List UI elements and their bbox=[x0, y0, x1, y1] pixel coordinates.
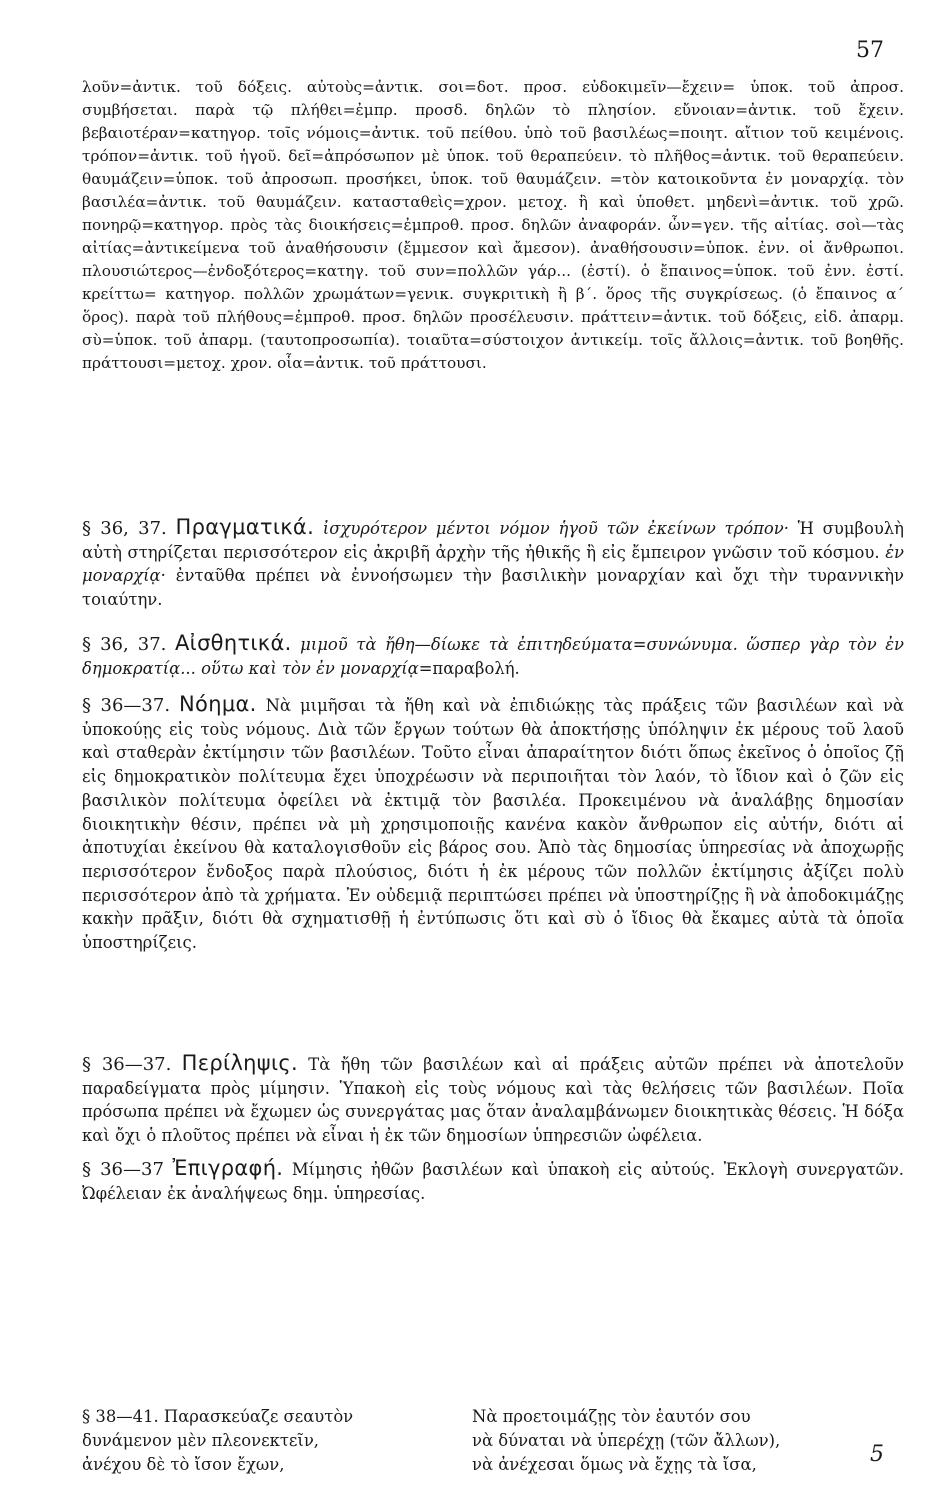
verse-line: νὰ ἀνέχεσαι ὅμως νὰ ἔχῃς τὰ ἴσα, bbox=[472, 1455, 757, 1474]
section-heading: Πραγματικά. bbox=[175, 515, 315, 539]
section-body: Τὰ ἤθη τῶν βασιλέων καὶ αἱ πράξεις αὐτῶν πρέπει νὰ ἀποτελοῦν παραδείγματα πρὸς μίμησιν. Ὑπακοὴ εἰς τοὺς νόμους καὶ τὰς θελήσεις τῶν βασιλέων. Ποῖα πρόσωπα πρέπει νὰ ἔχωμεν ὡς συνεργάτας μας ὅταν ἀναλαμβάνωμεν διοικητικὰς θέσεις. Ἡ δόξα καὶ ὄχι ὁ πλοῦτος πρέπει νὰ εἶναι ἡ ἐκ τῶν δημοσίων ὑπηρεσιῶν ὠφέλεια. bbox=[82, 1055, 904, 1146]
section-ref: § 36, 37. bbox=[82, 634, 167, 655]
section-heading: Αἰσθητικά. bbox=[175, 631, 292, 655]
section-heading: Ἐπιγραφή. bbox=[172, 1156, 284, 1180]
section-ref: § 36—37. bbox=[82, 1054, 172, 1075]
section-epigrafi-text bbox=[82, 1157, 904, 1205]
section-pragmatika-text bbox=[82, 516, 904, 612]
section-perilipsis-text bbox=[82, 1052, 904, 1148]
section-body: Μίμησις ἠθῶν βασιλέων καὶ ὑπακοὴ εἰς αὐτούς. Ἐκλογὴ συνεργατῶν. Ὠφέλειαν ἐκ ἀναλήψεως δημ. ὑπηρεσίας. bbox=[82, 1160, 904, 1203]
page-number: 57 bbox=[856, 38, 884, 63]
verse-line: νὰ δύναται νὰ ὑπερέχῃ (τῶν ἄλλων), bbox=[472, 1431, 781, 1450]
section-aisthitika bbox=[82, 632, 904, 680]
section-lead: ἰσχυρότερον μέντοι νόμον ἡγοῦ τῶν ἐκείνων τρόπον· bbox=[322, 519, 789, 538]
section-epigrafi bbox=[82, 1157, 904, 1205]
verse-line: δυνάμενον μὲν πλεονεκτεῖν, bbox=[82, 1431, 320, 1450]
grammar-notes-text: λοῦν=ἀντικ. τοῦ δόξεις. αὐτοὺς=ἀντικ. σοι=δοτ. προσ. εὐδοκιμεῖν—ἔχειν= ὑποκ. τοῦ ἀπροσ. συμβήσεται. παρὰ τῷ πλήθει=ἐμπρ. προσδ. δηλῶν τὸ πλησίον. εὔνοιαν=ἀντικ. τοῦ ἔχειν. βεβαιοτέραν=κατηγορ. τοῖς νόμοις=ἀντικ. τοῦ πείθου. ὑπὸ τοῦ βασιλέως=ποιητ. αἴτιον τοῦ κειμένοις. τρόπον=ἀντικ. τοῦ ἡγοῦ. δεῖ=ἀπρόσωπον μὲ ὑποκ. τοῦ θεραπεύειν. τὸ πλῆθος=ἀντικ. τοῦ θεραπεύειν. θαυμάζειν=ὑποκ. τοῦ ἀπροσωπ. προσήκει, ὑποκ. τοῦ θαυμάζειν. =τὸν κατοικοῦντα ἐν μοναρχίᾳ. τὸν βασιλέα=ἀντικ. τοῦ θαυμάζειν. κατασταθεὶς=χρον. μετοχ. ἢ καὶ ὑποθετ. μηδενὶ=ἀντικ. τοῦ χρῶ. πονηρῷ=κατηγορ. πρὸς τὰς διοικήσεις=ἐμπροθ. προσ. δηλῶν ἀναφοράν. ὧν=γεν. τῆς αἰτίας. σοὶ—τὰς αἰτίας=ἀντικείμενα τοῦ ἀναθήσουσιν (ἔμμεσον καὶ ἄμεσον). ἀναθήσουσιν=ὑποκ. ἐνν. οἱ ἄνθρωποι. πλουσιώτερος—ἐνδοξότερος=κατηγ. τοῦ συν=πολλῶν γάρ... (ἐστί). ὁ ἔπαινος=ὑποκ. τοῦ ἐνν. ἐστί. κρείττω= κατηγορ. πολλῶν χρωμάτων=γενικ. συγκριτικὴ ἢ β΄. ὅρος τῆς συγκρίσεως. (ὁ ἔπαινος α΄ ὅρος). παρὰ τοῦ πλήθους=ἐμπροθ. προσ. δηλῶν προσέλευσιν. πράττειν=ἀντικ. τοῦ δόξεις, εἰδ. ἀπαρμ. σὺ=ὑποκ. τοῦ ἀπαρμ. (ταυτοπροσωπία). τοιαῦτα=σύστοιχον ἀντικείμ. τοῖς ἄλλοις=ἀντικ. τοῦ βοηθῆς. πράττουσι=μετοχ. χρον. οἷα=ἀντικ. τοῦ πράττουσι. bbox=[82, 78, 904, 372]
section-perilipsis bbox=[82, 1052, 904, 1148]
ancient-greek-column bbox=[82, 1405, 482, 1477]
section-ref: § 36, 37. bbox=[82, 518, 167, 539]
section-heading: Νόημα. bbox=[179, 692, 257, 716]
verse-line: § 38—41. Παρασκεύαζε σεαυτὸν bbox=[82, 1407, 354, 1426]
section-noima bbox=[82, 693, 904, 955]
section-body: Νὰ μιμῆσαι τὰ ἤθη καὶ νὰ ἐπιδιώκῃς τὰς πράξεις τῶν βασιλέων καὶ νὰ ὑποκούῃς εἰς τοὺς νόμους. Διὰ τῶν ἔργων τούτων θὰ ἀποκτήσῃς ὑπόληψιν ἐκ μέρους τοῦ λαοῦ καὶ σταθερὰν ἐκτίμησιν τῶν βασιλέων. Τοῦτο εἶναι ἀπαραίτητον διότι ὅπως ἐκεῖνος ὁ ὁποῖος ζῇ εἰς δημοκρατικὸν πολίτευμα ἔχει ὑποχρέωσιν νὰ περιποιῆται τὸν λαόν, τὸ ἴδιον καὶ ὁ ζῶν εἰς βασιλικὸν πολίτευμα ὀφείλει νὰ ἐκτιμᾷ τὸν βασιλέα. Προκειμένου νὰ ἀναλάβῃς δημοσίαν διοικητικὴν θέσιν, πρέπει νὰ μὴ χρησιμοποιῇς κανένα κακὸν ἄνθρωπον εἰς αὐτήν, διότι αἱ ἀποτυχίαι ἐκείνου θὰ καταλογισθοῦν εἰς βάρος σου. Ἀπὸ τὰς δημοσίας ὑπηρεσίας νὰ ἀποχωρῇς περισσότερον ἔνδοξος παρὰ πλούσιος, διότι ἡ ἐκ μέρους τῶν πολλῶν ἐκτίμησις ἀξίζει πολὺ περισσότερον ἀπὸ τὰ χρήματα. Ἐν οὐδεμιᾷ περιπτώσει πρέπει νὰ ὑποστηρίζῃς ἢ νὰ ἀποδοκιμάζῃς κακὴν πρᾶξιν, διότι θὰ σχηματισθῇ ἡ ἐντύπωσις ὅτι καὶ σὺ ὁ ἴδιος θὰ ἔκαμες αὐτὰ τὰ ὁποῖα ὑποστηρίζεις. bbox=[82, 696, 904, 953]
section-ref: § 36—37 bbox=[82, 1159, 164, 1180]
section-body: =παραβολή. bbox=[418, 658, 520, 678]
section-ref: § 36—37. bbox=[82, 695, 171, 716]
modern-greek-column bbox=[472, 1405, 872, 1477]
verse-line: ἀνέχου δὲ τὸ ἴσον ἔχων, bbox=[82, 1455, 285, 1474]
verse-line: Νὰ προετοιμάζῃς τὸν ἑαυτόν σου bbox=[472, 1407, 751, 1426]
section-aisthitika-text bbox=[82, 632, 904, 680]
section-body-2: ἐνταῦθα πρέπει νὰ ἐννοήσωμεν τὴν βασιλικὴν μοναρχίαν καὶ ὄχι τὴν τυραννικὴν τοιαύτην. bbox=[82, 566, 904, 610]
section-lead: μιμοῦ τὰ ἤθη—δίωκε τὰ ἐπιτηδεύματα=συνώνυμα. ὥσπερ γὰρ τὸν ἐν δημοκρατίᾳ... οὕτω καὶ τὸν ἐν μοναρχίᾳ bbox=[82, 635, 905, 678]
section-body: Ἡ συμβουλὴ αὐτὴ στηρίζεται περισσότερον εἰς ἀκριβῆ ἀρχὴν τῆς ἠθικῆς ἢ εἰς ἔμπειρον γνῶσιν τοῦ κόσμου. bbox=[82, 519, 904, 562]
section-lead-2: ἐν μοναρχίᾳ· bbox=[82, 542, 904, 586]
signature-number: 5 bbox=[870, 1442, 884, 1467]
section-heading: Περίληψις. bbox=[181, 1051, 298, 1075]
grammar-notes bbox=[82, 76, 904, 375]
section-noima-text bbox=[82, 693, 904, 955]
section-pragmatika bbox=[82, 516, 904, 612]
